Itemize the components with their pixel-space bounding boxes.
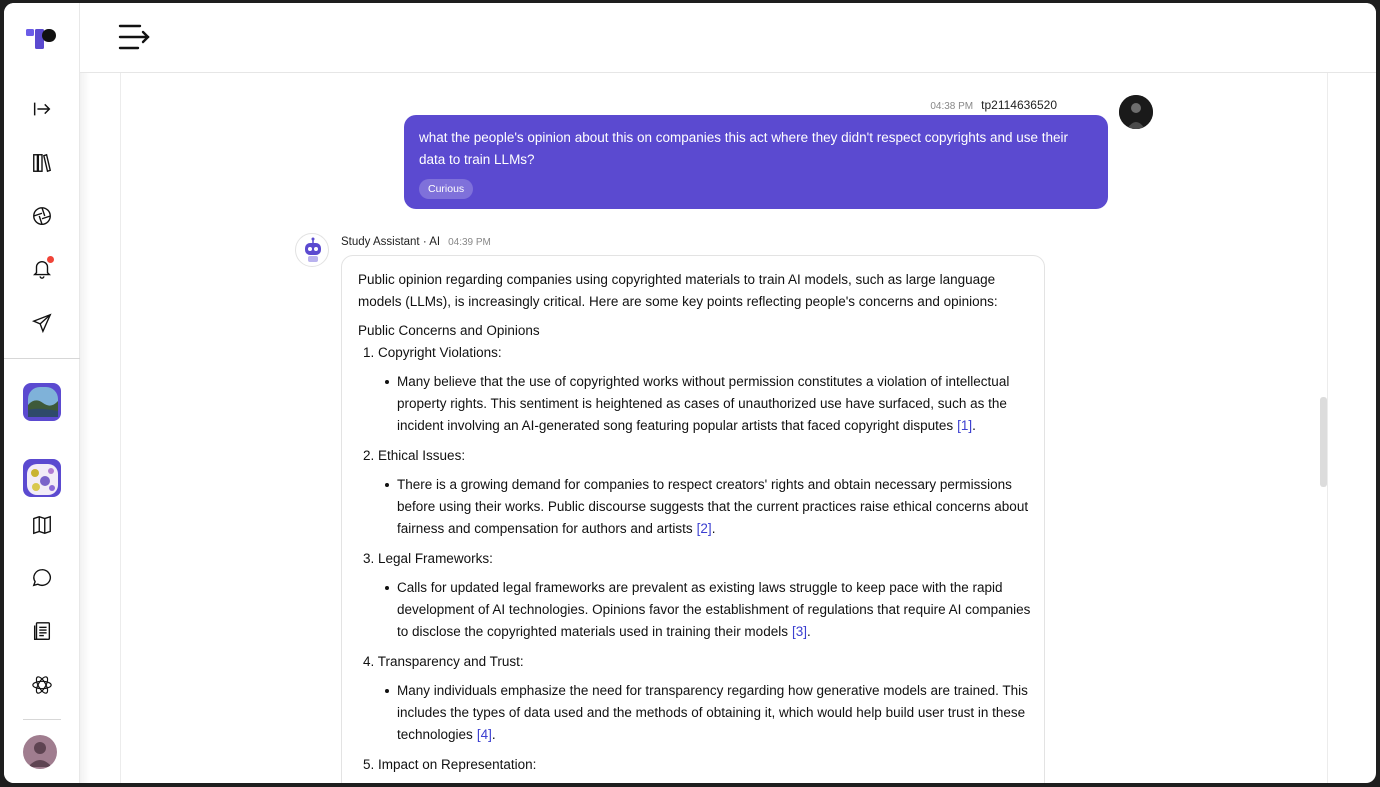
nav-map[interactable] (28, 511, 56, 539)
assistant-message-time: 04:39 PM (448, 237, 491, 248)
books-icon (31, 152, 53, 174)
user-message-text: what the people's opinion about this on companies this act where they didn't respect copyrights and use their data to train LLMs? (419, 130, 1069, 167)
sidebar-divider (4, 358, 80, 359)
arrow-right-bar-icon (31, 98, 53, 120)
assistant-message-bubble (341, 255, 1045, 783)
landscape-image-icon (23, 383, 61, 421)
menu-toggle-button[interactable] (116, 21, 154, 53)
list-item-title: 5. Impact on Representation: (363, 757, 537, 772)
list-item (358, 754, 1028, 776)
documents-icon (31, 620, 53, 642)
sidebar-shadow (80, 73, 90, 783)
list-item-body: There is a growing demand for companies to respect creators' rights and obtain necessary permissions before using their works. Public discourse suggests that the current practices raise ethical concerns about fairness and compensation for authors and artists [2]. (397, 474, 1032, 540)
user-name: tp2114636520 (981, 98, 1057, 112)
list-item-title: 1. Copyright Violations: (363, 345, 502, 360)
assistant-name: Study Assistant · AI (341, 236, 441, 248)
workspace-thumbnail-2[interactable] (23, 459, 61, 497)
section-title: Public Concerns and Opinions (358, 323, 540, 338)
list-item (358, 445, 1028, 540)
citation-link[interactable]: [3] (791, 624, 807, 639)
app-logo[interactable] (26, 25, 58, 53)
atom-icon (31, 674, 53, 696)
nav-send[interactable] (28, 309, 56, 337)
chat-bubble-icon (31, 567, 53, 589)
citation-link[interactable]: [1] (957, 418, 973, 433)
scrollbar-thumb[interactable] (1320, 397, 1327, 487)
nav-chat[interactable] (28, 564, 56, 592)
expand-sidebar-button[interactable] (28, 95, 56, 123)
list-item-title: 3. Legal Frameworks: (363, 551, 493, 566)
sidebar-divider-bottom (23, 719, 61, 720)
assistant-avatar (295, 233, 329, 267)
app-window (4, 3, 1376, 783)
robot-icon (296, 234, 329, 267)
nav-ai-tools[interactable] (28, 671, 56, 699)
citation-link[interactable]: [4] (476, 727, 492, 742)
nav-library[interactable] (28, 149, 56, 177)
user-avatar[interactable] (1119, 95, 1153, 129)
user-message-bubble (404, 115, 1108, 209)
chat-area[interactable] (120, 73, 1328, 783)
list-item-title: 2. Ethical Issues: (363, 448, 466, 463)
assistant-intro: Public opinion regarding companies using copyrighted materials to train AI models, such as large language models (LLMs), is increasingly critical. Here are some key points reflecting people's concerns and opinions: (358, 272, 998, 309)
map-icon (31, 514, 53, 536)
nav-notifications[interactable] (28, 255, 56, 283)
nav-documents[interactable] (28, 617, 56, 645)
pattern-image-icon (23, 459, 61, 497)
list-item (358, 548, 1031, 643)
workspace-thumbnail-1[interactable] (23, 383, 61, 421)
user-message-time: 04:38 PM (930, 101, 974, 112)
paper-plane-icon (31, 312, 53, 334)
user-message-meta (930, 98, 1057, 112)
notification-badge (47, 256, 54, 263)
top-bar (80, 3, 1376, 73)
list-item-body: Many believe that the use of copyrighted works without permission constitutes a violation of intellectual property rights. This sentiment is heightened as cases of unauthorized use have surfaced, such as the incident involving an AI-generated song featuring popular artists that faced copyright disputes [1]. (397, 371, 1032, 437)
user-silhouette-icon (23, 735, 57, 769)
list-item-body: Many individuals emphasize the need for transparency regarding how generative models are trained. This includes the types of data used and the methods of obtaining it, which would help build user trust in these technologies [4]. (397, 680, 1032, 746)
sidebar (4, 3, 80, 783)
list-item (358, 342, 1028, 437)
menu-arrow-icon (116, 21, 154, 53)
user-photo-icon (1119, 95, 1153, 129)
assistant-message-meta (341, 236, 491, 248)
list-item-title: 4. Transparency and Trust: (363, 654, 524, 669)
aperture-icon (31, 205, 53, 227)
mood-tag[interactable]: Curious (419, 179, 473, 199)
citation-link[interactable]: [2] (696, 521, 712, 536)
profile-avatar[interactable] (23, 735, 57, 769)
list-item (358, 651, 1028, 746)
list-item-body: Calls for updated legal frameworks are prevalent as existing laws struggle to keep pace with the rapid development of AI technologies. Opinions favor the establishment of regulations that require AI companies to disclose the copyrighted materials used in training their models [3]. (397, 577, 1032, 643)
nav-explore[interactable] (28, 202, 56, 230)
